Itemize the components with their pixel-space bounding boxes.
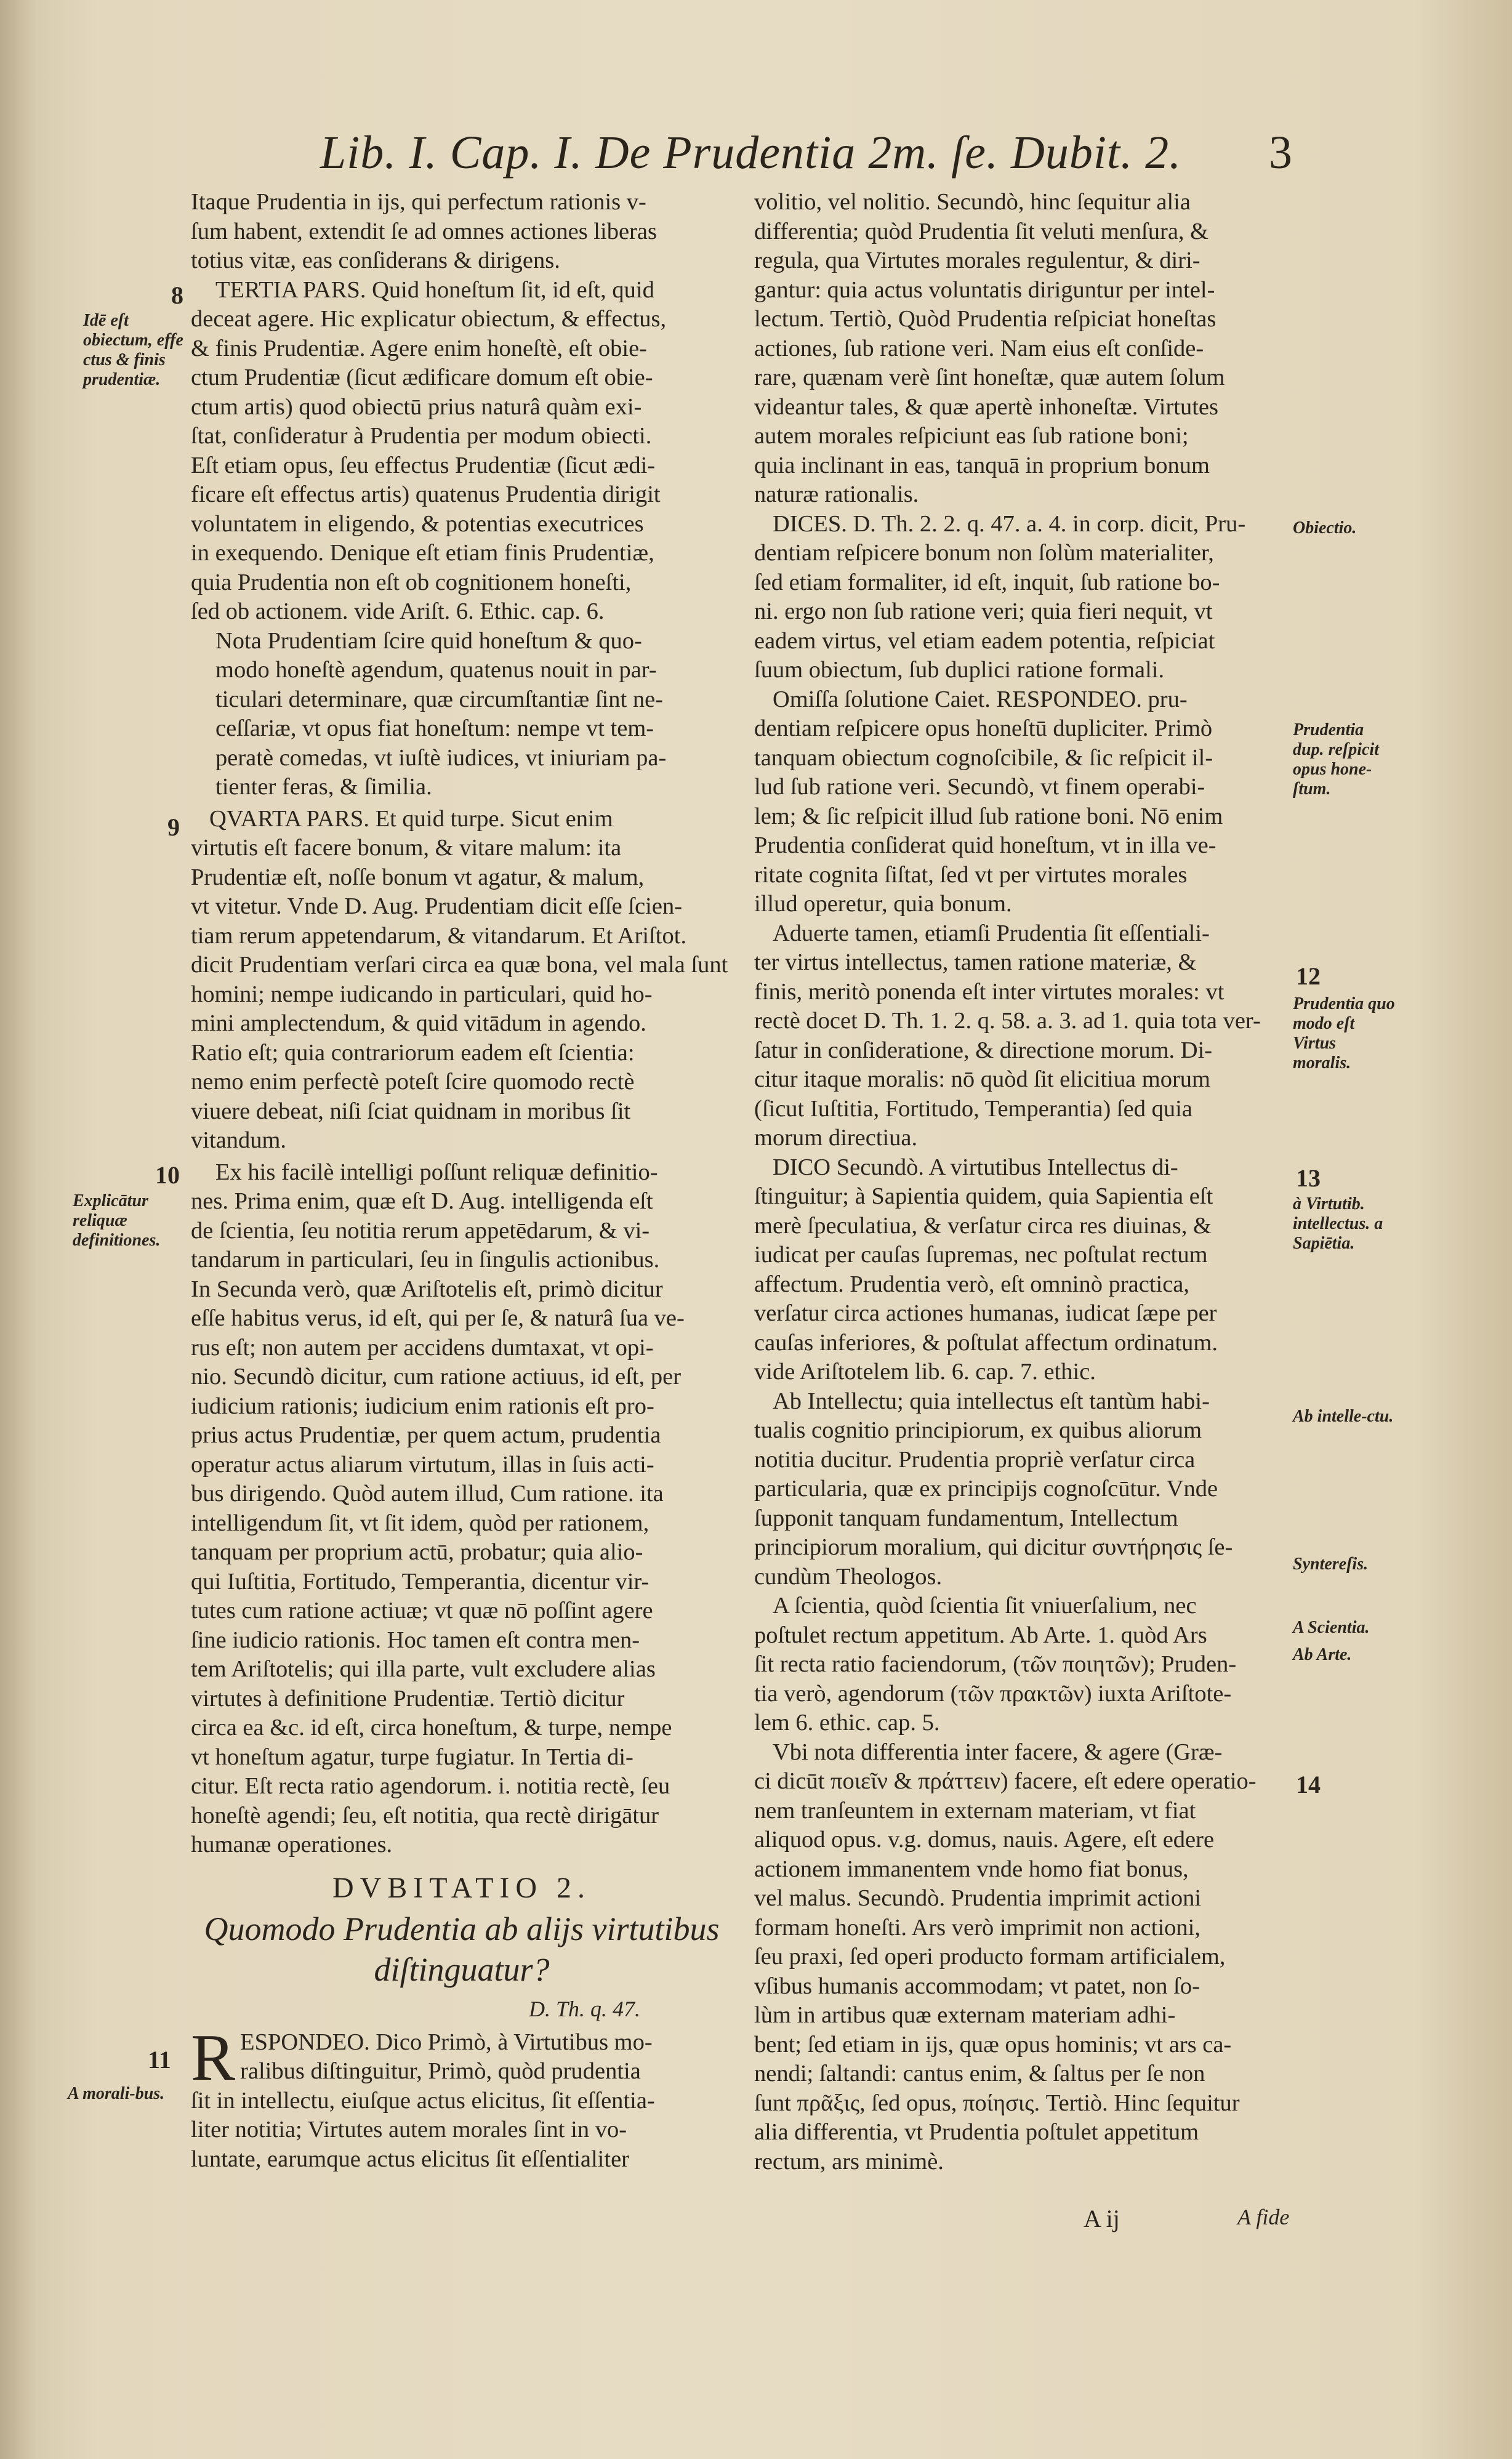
text-line: ctum Prudentiæ (ſicut ædificare domum eſt obie- (191, 364, 653, 390)
text-line: actiones, ſub ratione veri. Nam eius eſt conſide- (754, 335, 1204, 361)
text-line: ctum artis) quod obiectū prius naturâ quàm exi- (191, 393, 642, 420)
running-head (320, 126, 1293, 179)
text-line: vide Ariſtotelem lib. 6. cap. 7. ethic. (754, 1359, 1096, 1385)
text-line: cundùm Theologos. (754, 1563, 943, 1590)
text-line: bus dirigendo. Quòd autem illud, Cum ratione. ita (191, 1481, 664, 1507)
text-line: intelligendum ſit, vt ſit idem, quòd per rationem, (191, 1510, 649, 1536)
text-line: ſtat, conſideratur à Prudentia per modum obiecti. (191, 423, 652, 449)
text-line: lud ſub ratione veri. Secundò, vt finem operabi- (754, 774, 1205, 800)
text-line: ſtinguitur; à Sapientia quidem, quia Sapientia eſt (754, 1183, 1213, 1209)
text-line: tiam rerum appetendarum, & vitandarum. Et Ariſtot. (191, 922, 687, 949)
text-line: circa ea &c. id eſt, circa honeſtum, & turpe, nempe (191, 1715, 672, 1741)
text-line: tandarum in particulari, ſeu in ſingulis actionibus. (191, 1247, 660, 1273)
text-line: ſed ob actionem. vide Ariſt. 6. Ethic. cap. 6. (191, 598, 605, 624)
text-line: prius actus Prudentiæ, per quem actum, prudentia (191, 1422, 661, 1448)
text-line: vitandum. (191, 1127, 287, 1153)
margin-number-13: 13 (1296, 1164, 1321, 1192)
text-line: ralibus diſtinguitur, Primò, quòd prudentia (240, 2058, 641, 2084)
text-line: principiorum moralium, qui dicitur συντήρησις ſe- (754, 1534, 1233, 1560)
text-line: & finis Prudentiæ. Agere enim honeſtè, eſt obie- (191, 335, 647, 361)
text-line: Omiſſa ſolutione Caiet. RESPONDEO. pru- (773, 686, 1188, 712)
text-line: illud operetur, quia bonum. (754, 891, 1012, 917)
text-line: ESPONDEO. Dico Primò, à Virtutibus mo- (240, 2029, 653, 2055)
text-line: QVARTA PARS. Et quid turpe. Sicut enim (209, 805, 613, 832)
text-line: honeſtè agendi; ſeu, eſt notitia, qua rectè dirigātur (191, 1802, 659, 1829)
margin-number-10: 10 (155, 1161, 180, 1189)
margin-note-12: Prudentia quo modo eſt Virtus moralis. (1293, 994, 1395, 1073)
margin-note-ab-intellectu: Ab intelle-ctu. (1293, 1407, 1394, 1426)
text-line: finis, meritò ponenda eſt inter virtutes morales: vt (754, 978, 1224, 1005)
signature-mark: A ij (1084, 2205, 1120, 2232)
text-line: videantur tales, & quæ apertè inhoneſtæ. Virtutes (754, 393, 1218, 420)
text-line: ſed etiam formaliter, id eſt, inquit, ſub ratione bo- (754, 569, 1220, 595)
text-line: DICES. D. Th. 2. 2. q. 47. a. 4. in corp. dicit, Pru- (773, 510, 1246, 537)
text-line: tia verò, agendorum (τῶν πρακτῶν) iuxta Ariſtote- (754, 1680, 1232, 1707)
text-line: ſeu praxi, ſed operi producto formam artificialem, (754, 1944, 1226, 1970)
dico-paragraph (754, 1153, 1284, 1387)
text-line: nendi; ſaltandi: cantus enim, & ſaltus per ſe non (754, 2061, 1205, 2087)
text-line: citur. Eſt recta ratio agendorum. i. notitia rectè, ſeu (191, 1773, 670, 1799)
text-line: lectum. Tertiò, Quòd Prudentia reſpiciat honeſtas (754, 306, 1216, 332)
text-line: ſit recta ratio faciendorum, (τῶν ποιητῶν); Pruden- (754, 1651, 1237, 1677)
dices-paragraph (754, 510, 1284, 685)
quarta-pars (191, 805, 733, 1156)
text-line: TERTIA PARS. Quid honeſtum ſit, id eſt, quid (215, 276, 654, 303)
text-line: mini amplectendum, & quid vitādum in agendo. (191, 1010, 646, 1036)
text-line: ci dicūt ποιεῖν & πράττειν) facere, eſt edere operatio- (754, 1768, 1257, 1794)
text-line: Prudentia conſiderat quid honeſtum, vt in illa ve- (754, 832, 1216, 858)
text-line: in exequendo. Denique eſt etiam finis Prudentiæ, (191, 540, 654, 566)
text-line: ſuum obiectum, ſub duplici ratione formali. (754, 657, 1165, 683)
text-line: deceat agere. Hic explicatur obiectum, & effectus, (191, 306, 667, 332)
text-line: virtutis eſt facere bonum, & vitare malum: ita (191, 835, 622, 861)
omissa-paragraph (754, 685, 1284, 919)
text-line: In Secunda verò, quæ Ariſtotelis eſt, primò dicitur (191, 1276, 663, 1302)
lines-a (754, 188, 1284, 510)
text-line: naturæ rationalis. (754, 481, 919, 507)
text-line: totius vitæ, eas conſiderans & dirigens. (191, 248, 560, 273)
question-reference: D. Th. q. 47. (528, 1997, 640, 2021)
text-line: tienter feras, & ſimilia. (215, 774, 432, 800)
text-line: ticulari determinare, quæ circumſtantiæ ſint ne- (215, 686, 663, 712)
text-line: vſibus humanis accommodam; vt patet, non ſo- (754, 1973, 1200, 1999)
dubitatio-question: Quomodo Prudentia ab alijs virtutibus diſtinguatur? (204, 1910, 720, 1988)
text-line: formam honeſti. Ars verò imprimit non actioni, (754, 1914, 1200, 1941)
text-line: Eſt etiam opus, ſeu effectus Prudentiæ (ſicut ædi- (191, 452, 656, 478)
text-line: nes. Prima enim, quæ eſt D. Aug. intelligenda eſt (191, 1188, 653, 1214)
text-line: alia differentia, vt Prudentia poſtulet appetitum (754, 2119, 1199, 2145)
margin-note-a-scientia: A Scientia. (1293, 1618, 1370, 1637)
text-line: dicit Prudentiam verſari circa ea quæ bona, vel mala ſunt (191, 952, 728, 978)
margin-number-11: 11 (148, 2046, 171, 2074)
running-title: Lib. I. Cap. I. De Prudentia 2m. ſe. Dubit. 2. (320, 127, 1182, 179)
text-line: Prudentiæ eſt, noſſe bonum vt agatur, & malum, (191, 864, 645, 890)
margin-note-prudentia-dup: Prudentia dup. reſpicit opus hone-ſtum. (1293, 720, 1379, 799)
text-line: ſatur in conſideratione, & directione morum. Di- (754, 1037, 1213, 1063)
text-line: vel malus. Secundò. Prudentia imprimit actioni (754, 1885, 1202, 1911)
nota-paragraph (191, 627, 733, 802)
text-line: ſit in intellectu, eiuſque actus elicitus, ſit eſſentia- (191, 2087, 655, 2114)
text-line: de ſcientia, ſeu notitia rerum appetēdarum, & vi- (191, 1217, 650, 1244)
margin-number-9: 9 (167, 813, 180, 841)
text-line: homini; nempe iudicando in particulari, quid ho- (191, 981, 653, 1007)
section-title: DVBITATIO 2. (332, 1871, 592, 1904)
text-line: peratè comedas, vt iuſtè iudices, vt iniuriam pa- (215, 744, 667, 771)
text-line: eſſe habitus verus, id eſt, qui per ſe, & naturâ ſua ve- (191, 1305, 685, 1331)
margin-number-14: 14 (1296, 1771, 1321, 1798)
text-line: vt vitetur. Vnde D. Aug. Prudentiam dicit eſſe ſcien- (191, 893, 683, 919)
text-line: lùm in artibus quæ externam materiam adhi- (754, 2002, 1176, 2028)
text-line: A ſcientia, quòd ſcientia ſit vniuerſalium, nec (773, 1593, 1197, 1619)
text-line: verſatur circa actiones humanas, iudicat ſæpe per (754, 1300, 1217, 1326)
ex-his-paragraph (191, 1158, 733, 1860)
text-line: Ex his facilè intelligi poſſunt reliquæ definitio- (215, 1159, 658, 1185)
text-line: tanquam obiectum cognoſcibile, & ſic reſpicit il- (754, 744, 1213, 771)
text-line: tutes cum ratione actiuæ; vt quæ nō poſſint agere (191, 1598, 653, 1624)
text-line: tualis cognitio principiorum, ex quibus aliorum (754, 1417, 1202, 1443)
text-line: humanæ operationes. (191, 1832, 393, 1857)
text-line: actionem immanentem vnde homo fiat bonus, (754, 1856, 1189, 1882)
text-line: Nota Prudentiam ſcire quid honeſtum & quo- (215, 627, 642, 654)
text-line: rare, quænam verè ſint honeſtæ, quæ autem ſolum (754, 364, 1225, 390)
text-line: lem 6. ethic. cap. 5. (754, 1710, 940, 1736)
text-line: nemo enim perfectè poteſt ſcire quomodo rectè (191, 1069, 635, 1095)
margin-note-ab-arte: Ab Arte. (1293, 1645, 1352, 1664)
page-number: 3 (1269, 127, 1293, 179)
text-line: ſunt πρᾶξις, ſed opus, ποίησις. Tertiò. Hinc ſequitur (754, 2090, 1240, 2116)
text-line: tanquam per proprium actū, probatur; quia alio- (191, 1539, 643, 1565)
drop-cap: R (191, 2021, 236, 2095)
text-line: virtutes à definitione Prudentiæ. Tertiò dicitur (191, 1685, 625, 1712)
text-line: morum directiua. (754, 1125, 918, 1151)
text-line: volitio, vel nolitio. Secundò, hinc ſequitur alia (754, 189, 1191, 215)
text-line: ſupponit tanquam fundamentum, Intellectum (754, 1505, 1178, 1531)
margin-note-obiectio: Obiectio. (1293, 518, 1357, 537)
text-line: luntate, earumque actus elicitus ſit eſſentialiter (191, 2146, 629, 2172)
text-line: notitia ducitur. Prudentia propriè verſatur circa (754, 1446, 1196, 1473)
text-line: eadem virtus, vel etiam eadem potentia, reſpiciat (754, 627, 1215, 654)
text-line: ritate cognita ſiſtat, ſed vt per virtutes morales (754, 861, 1188, 888)
text-line: ter virtus intellectus, tamen ratione materiæ, & (754, 949, 1197, 975)
text-line: lem; & ſic reſpicit illud ſub ratione boni. Nō enim (754, 803, 1223, 829)
text-line: iudicium rationis; iudicium enim rationis eſt pro- (191, 1393, 654, 1419)
text-line: Ab Intellectu; quia intellectus eſt tantùm habi- (773, 1388, 1210, 1414)
text-line: differentia; quòd Prudentia ſit veluti menſura, & (754, 218, 1209, 244)
text-line: poſtulet rectum appetitum. Ab Arte. 1. quòd Ars (754, 1622, 1207, 1648)
text-line: nio. Secundò dicitur, cum ratione actiuus, id eſt, per (191, 1364, 682, 1390)
text-line: ni. ergo non ſub ratione veri; quia fieri nequit, vt (754, 598, 1213, 624)
text-line: vt honeſtum agatur, turpe fugiatur. In Tertia di- (191, 1744, 633, 1770)
ab-intellectu-paragraph (754, 1387, 1284, 1592)
text-line: gantur: quia actus voluntatis diriguntur per intel- (754, 276, 1215, 303)
text-line: rectè docet D. Th. 1. 2. q. 58. a. 3. ad 1. quia tota ver- (754, 1008, 1261, 1034)
text-line: ceſſariæ, vt opus fiat honeſtum: nempe vt tem- (215, 715, 654, 741)
margin-note-8: Idē eſt obiectum, effe ctus & finis prudentiæ. (83, 311, 183, 389)
lines-a (191, 188, 733, 276)
text-line: merè ſpeculatiua, & verſatur circa res diuinas, & (754, 1212, 1212, 1239)
text-line: Vbi nota differentia inter facere, & agere (Græ- (773, 1739, 1223, 1765)
catchword: A fide (1237, 2205, 1290, 2229)
text-line: ficare eſt effectus artis) quatenus Prudentia dirigit (191, 481, 661, 507)
text-line: iudicat per cauſas ſupremas, nec poſtulat rectum (754, 1242, 1208, 1268)
text-line: Ratio eſt; quia contrariorum eadem eſt ſcientia: (191, 1039, 635, 1066)
text-line: qui Iuſtitia, Fortitudo, Temperantia, dicentur vir- (191, 1568, 649, 1595)
text-line: autem morales reſpiciunt eas ſub ratione boni; (754, 423, 1189, 449)
text-line: liter notitia; Virtutes autem morales ſint in vo- (191, 2117, 627, 2143)
text-line: (ſicut Iuſtitia, Fortitudo, Temperantia) ſed quia (754, 1095, 1192, 1122)
text-line: quia inclinant in eas, tanquā in proprium bonum (754, 452, 1210, 478)
margin-note-10: Explicātur reliquæ definitiones. (73, 1191, 161, 1250)
margin-number-12: 12 (1296, 962, 1321, 990)
margin-note-13: à Virtutib. intellectus. a Sapiētia. (1293, 1194, 1383, 1253)
text-line: voluntatem in eligendo, & potentias executrices (191, 510, 644, 537)
a-scientia-paragraph (754, 1592, 1284, 1738)
text-line: tem Ariſtotelis; qui illa parte, vult excludere alias (191, 1656, 656, 1682)
text-line: particularia, quæ ex principijs cognoſcūtur. Vnde (754, 1476, 1218, 1502)
text-line: quia Prudentia non eſt ob cognitionem honeſti, (191, 569, 632, 595)
text-line: dentiam reſpicere opus honeſtū dupliciter. Primò (754, 715, 1213, 741)
text-line: modo honeſtè agendum, quatenus nouit in par- (215, 657, 657, 683)
text-line: bent; ſed etiam in ijs, quæ opus hominis; vt ars ca- (754, 2031, 1232, 2058)
text-line: viuere debeat, niſi ſciat quidnam in moribus ſit (191, 1098, 631, 1124)
margin-note-synteresis: Syntereſis. (1293, 1555, 1369, 1574)
text-line: aliquod opus. v.g. domus, nauis. Agere, eſt edere (754, 1827, 1215, 1853)
text-line: cauſas inferiores, & poſtulat affectum ordinatum. (754, 1329, 1218, 1356)
tertia-pars (191, 276, 733, 627)
text-line: DICO Secundò. A virtutibus Intellectus di- (773, 1154, 1178, 1180)
margin-note-11: A morali-bus. (68, 2084, 165, 2103)
text-line: regula, qua Virtutes morales regulentur, & diri- (754, 248, 1200, 273)
text-line: ſine iudicio rationis. Hoc tamen eſt contra men- (191, 1627, 640, 1653)
text-line: affectum. Prudentia verò, eſt omninò practica, (754, 1271, 1190, 1297)
text-line: rus eſt; non autem per accidens dumtaxat, vt opi- (191, 1334, 654, 1361)
text-line: ſum habent, extendit ſe ad omnes actiones liberas (191, 218, 657, 244)
text-line: Aduerte tamen, etiamſi Prudentia ſit eſſentiali- (773, 920, 1210, 946)
text-line: operatur actus aliarum virtutum, illas in ſuis acti- (191, 1451, 654, 1478)
vbi-paragraph (754, 1738, 1284, 2177)
margin-number-8: 8 (171, 281, 183, 309)
text-line: rectum, ars minimè. (754, 2148, 944, 2175)
respondeo-paragraph (191, 2021, 733, 2175)
text-line: nem tranſeuntem in externam materiam, vt fiat (754, 1797, 1196, 1824)
text-line: dentiam reſpicere bonum non ſolùm materialiter, (754, 540, 1214, 566)
text-line: citur itaque moralis: nō quòd ſit elicitiua morum (754, 1066, 1210, 1092)
text-line: Itaque Prudentia in ijs, qui perfectum rationis v- (191, 189, 646, 215)
right-column (754, 188, 1284, 2176)
aduerte-paragraph (754, 919, 1284, 1153)
left-column (191, 188, 733, 2174)
